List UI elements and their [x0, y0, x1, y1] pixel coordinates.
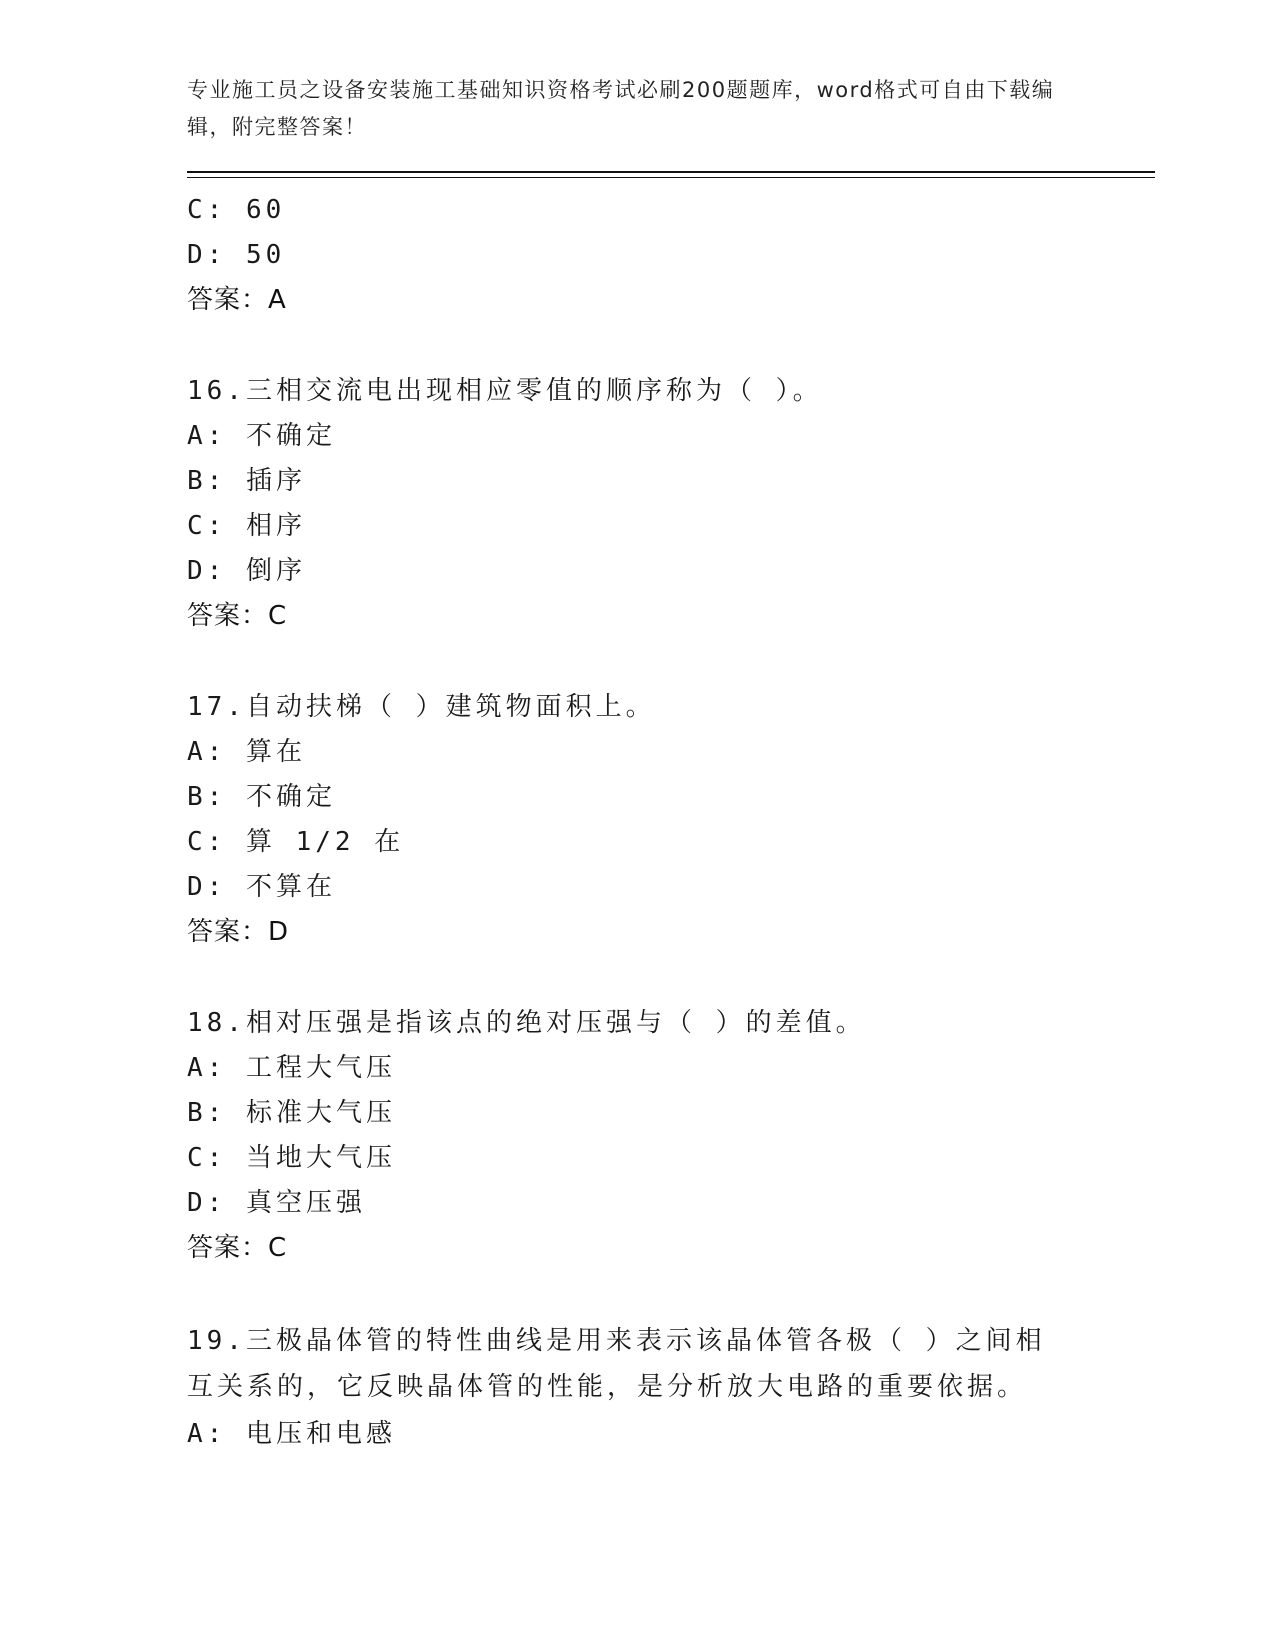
- option-b: B: 不确定: [187, 782, 336, 812]
- option-d: D: 50: [187, 240, 286, 270]
- answer: 答案：C: [187, 601, 288, 631]
- option-c: C: 当地大气压: [187, 1143, 396, 1173]
- option-b: B: 标准大气压: [187, 1098, 396, 1128]
- answer: 答案：C: [187, 1233, 288, 1263]
- option-c: C: 算 1/2 在: [187, 827, 405, 857]
- option-b: B: 插序: [187, 466, 306, 496]
- question-stem: 19.三极晶体管的特性曲线是用来表示该晶体管各极（ ）之间相互关系的，它反映晶体管的性能，是分析放大电路的重要依据。: [187, 1326, 1046, 1402]
- option-a: A: 工程大气压: [187, 1053, 396, 1083]
- option-d: D: 不算在: [187, 872, 336, 902]
- answer: 答案：D: [187, 917, 290, 947]
- option-d: D: 真空压强: [187, 1188, 366, 1218]
- document-header: 专业施工员之设备安装施工基础知识资格考试必刷200题题库，word格式可自由下载编辑，附完整答案！: [187, 78, 1055, 139]
- answer: 答案：A: [187, 285, 287, 315]
- question-stem: 17.自动扶梯（ ）建筑物面积上。: [187, 692, 656, 722]
- option-a: A: 电压和电感: [187, 1419, 396, 1449]
- question-stem: 16.三相交流电出现相应零值的顺序称为（ ）。: [187, 376, 823, 406]
- option-d: D: 倒序: [187, 556, 306, 586]
- option-c: C: 相序: [187, 511, 306, 541]
- option-a: A: 不确定: [187, 421, 336, 451]
- option-c: C: 60: [187, 195, 286, 225]
- option-a: A: 算在: [187, 737, 306, 767]
- header-divider: [187, 171, 1155, 173]
- question-stem: 18.相对压强是指该点的绝对压强与（ ）的差值。: [187, 1008, 866, 1038]
- header-divider-thin: [187, 177, 1155, 178]
